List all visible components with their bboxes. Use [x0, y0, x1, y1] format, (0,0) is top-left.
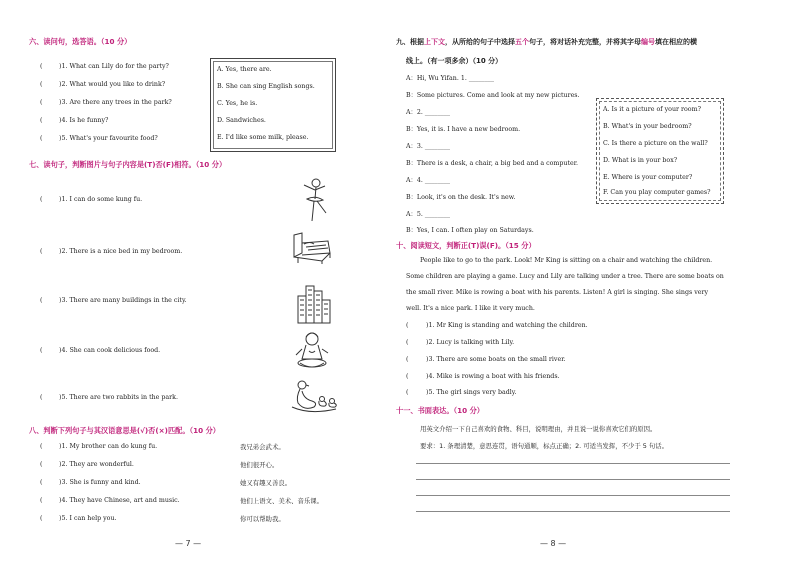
s6-q3-paren: ( [40, 99, 43, 106]
dialogue-line-1: A：Hi, Wu Yifan. 1. ________ [406, 75, 495, 82]
s10-item4: )4. Mike is rowing a boat with his friends. [426, 373, 560, 380]
s10-item2-paren: ( [406, 339, 409, 346]
s7-item5: )5. There are two rabbits in the park. [59, 394, 178, 401]
writing-prompt: 用英文介绍一下自己喜欢的食物、科目，说明理由，并且说一说你喜欢它们的原因。 [420, 425, 657, 433]
s9-option-d: D. What is in your box? [603, 157, 678, 164]
s8-item4-cn: 他们上语文、美术、音乐课。 [240, 497, 324, 505]
ducks-icon [290, 377, 340, 417]
s8-item2-cn: 他们很开心。 [240, 461, 279, 469]
s9-option-b: B. What's in your bedroom? [603, 123, 692, 130]
s7-item5-paren: ( [40, 394, 43, 401]
dialogue-line-4: B：Yes, it is. I have a new bedroom. [406, 126, 521, 133]
s9-option-a: A. Is it a picture of your room? [603, 106, 701, 113]
bed-icon [290, 231, 334, 265]
s6-answer-d: D. Sandwiches. [217, 117, 266, 124]
s7-item3-paren: ( [40, 297, 43, 304]
s6-q4-paren: ( [40, 117, 43, 124]
s6-q2-paren: ( [40, 81, 43, 88]
dialogue-line-6: B：There is a desk, a chair, a big bed and a computer. [406, 160, 579, 167]
dialogue-line-3: A：2. ________ [406, 109, 451, 116]
writing-line-3[interactable] [416, 495, 730, 496]
s8-item5-en: )5. I can help you. [59, 515, 117, 522]
passage-line-2: Some children are playing a game. Lucy and Lily are talking under a tree. There are some boats on [406, 273, 724, 280]
s10-item4-paren: ( [406, 373, 409, 380]
s6-q2: )2. What would you like to drink? [59, 81, 166, 88]
s9-option-c: C. Is there a picture on the wall? [603, 140, 708, 147]
s8-item5-cn: 你可以帮助我。 [240, 515, 285, 523]
section-6-title: 六、读问句，选答语。（10 分） [29, 37, 132, 46]
ballet-dancer-icon [292, 175, 332, 225]
writing-line-2[interactable] [416, 479, 730, 480]
s7-item4: )4. She can cook delicious food. [59, 347, 161, 354]
s8-item1-paren: ( [40, 443, 43, 450]
s6-q1-paren: ( [40, 63, 43, 70]
s9-option-f: F. Can you play computer games? [603, 189, 711, 196]
s10-item1: )1. Mr King is standing and watching the children. [426, 322, 588, 329]
s6-q5: )5. What's your favourite food? [59, 135, 158, 142]
section-11-title: 十一、书面表达。（10 分） [396, 406, 484, 415]
buildings-icon [296, 282, 332, 324]
s10-item3: )3. There are some boats on the small river. [426, 356, 566, 363]
section-7-title: 七、读句子，判断图片与句子内容是(T)否(F)相符。（10 分） [29, 160, 227, 169]
s7-item1: )1. I can do some kung fu. [59, 196, 143, 203]
dialogue-line-5: A：3. ________ [406, 143, 451, 150]
s6-answer-c: C. Yes, he is. [217, 100, 258, 107]
s8-item4-en: )4. They have Chinese, art and music. [59, 497, 180, 504]
s8-item3-cn: 她又有趣又善良。 [240, 479, 292, 487]
s6-q1: )1. What can Lily do for the party? [59, 63, 169, 70]
dialogue-line-7: A：4. ________ [406, 177, 451, 184]
s10-item2: )2. Lucy is talking with Lily. [426, 339, 515, 346]
passage-line-1: People like to go to the park. Look! Mr King is sitting on a chair and watching the children. [420, 257, 713, 264]
s6-q3: )3. Are there any trees in the park? [59, 99, 172, 106]
section-10-title: 十、阅读短文，判断正(T)误(F)。（15 分） [396, 241, 536, 250]
s7-item3: )3. There are many buildings in the city. [59, 297, 187, 304]
dialogue-line-9: A：5. ________ [406, 211, 451, 218]
dialogue-line-2: B：Some pictures. Come and look at my new pictures. [406, 92, 580, 99]
passage-line-4: well. It's a nice park. I like it very much. [406, 305, 535, 312]
s8-item3-paren: ( [40, 479, 43, 486]
s8-item3-en: )3. She is funny and kind. [59, 479, 141, 486]
s7-item2-paren: ( [40, 248, 43, 255]
s8-item4-paren: ( [40, 497, 43, 504]
writing-line-1[interactable] [416, 463, 730, 464]
writing-line-4[interactable] [416, 511, 730, 512]
section-9-title: 九、根据上下文，从所给的句子中选择五个句子，将对话补充完整，并将其字母编号填在相应的横 [396, 38, 697, 46]
s10-item1-paren: ( [406, 322, 409, 329]
right-page-number: — 8 — [540, 539, 567, 548]
dialogue-line-10: B：Yes, I can. I often play on Saturdays. [406, 227, 534, 234]
s10-item3-paren: ( [406, 356, 409, 363]
s8-item2-en: )2. They are wonderful. [59, 461, 134, 468]
s8-item2-paren: ( [40, 461, 43, 468]
s7-item1-paren: ( [40, 196, 43, 203]
dialogue-line-8: B：Look, it's on the desk. It's new. [406, 194, 516, 201]
s6-q5-paren: ( [40, 135, 43, 142]
left-page-number: — 7 — [175, 539, 202, 548]
s8-item1-en: )1. My brother can do kung fu. [59, 443, 158, 450]
s6-answer-b: B. She can sing English songs. [217, 83, 315, 90]
s6-answer-a: A. Yes, there are. [217, 66, 272, 73]
section-9-title-line2: 线上。（有一项多余）（10 分） [406, 57, 503, 65]
s8-item5-paren: ( [40, 515, 43, 522]
writing-requirements: 要求：1. 条理清楚，意思连贯，语句通顺，标点正确；2. 可适当发挥，不少于 5 句话。 [420, 442, 669, 450]
s7-item4-paren: ( [40, 347, 43, 354]
section-8-title: 八、判断下列句子与其汉语意思是(√)否(×)匹配。（10 分） [29, 426, 220, 435]
s6-answer-e: E. I'd like some milk, please. [217, 134, 309, 141]
s7-item2: )2. There is a nice bed in my bedroom. [59, 248, 183, 255]
s10-item5: )5. The girl sings very badly. [426, 389, 517, 396]
passage-line-3: the small river. Mike is rowing a boat with his parents. Listen! A girl is singing. She sings very [406, 289, 709, 296]
girl-cooking-icon [292, 329, 332, 373]
s10-item5-paren: ( [406, 389, 409, 396]
s8-item1-cn: 我兄弟会武术。 [240, 443, 285, 451]
s9-option-e: E. Where is your computer? [603, 174, 693, 181]
s6-q4: )4. Is he funny? [59, 117, 109, 124]
